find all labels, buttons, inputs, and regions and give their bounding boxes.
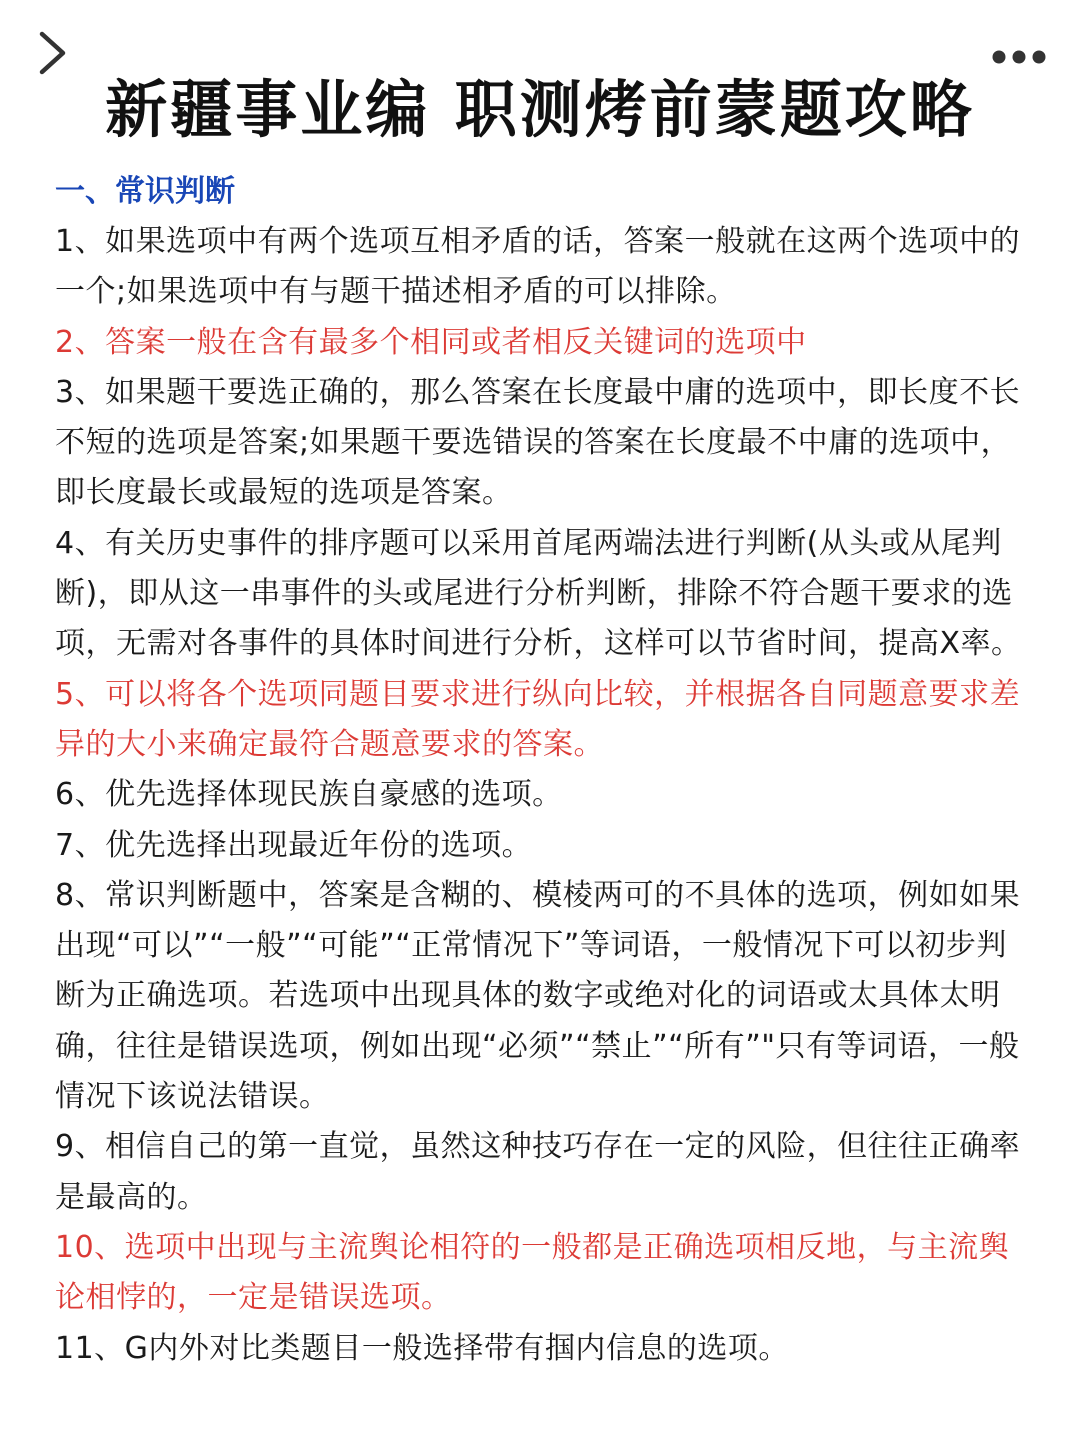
more-dots-icon <box>986 40 1052 74</box>
tip-item: 3、如果题干要选正确的，那么答案在长度最中庸的选项中，即长度不长不短的选项是答案;如果题干要选错误的答案在长度最不中庸的选项中，即长度最长或最短的选项是答案。 <box>55 374 1021 511</box>
more-options-button[interactable] <box>986 40 1052 74</box>
tip-item: 7、优先选择出现最近年份的选项。 <box>55 827 533 863</box>
section-heading: 一、常识判断 <box>55 174 235 209</box>
tip-item: 1、如果选项中有两个选项互相矛盾的话，答案一般就在这两个选项中的一个;如果选项中有与题干描述相矛盾的可以排除。 <box>55 224 1021 310</box>
page-title: 新疆事业编 职测烤前蒙题攻略 <box>105 73 975 146</box>
tip-item: 9、相信自己的第一直觉，虽然这种技巧存在一定的风险，但往往正确率是最高的。 <box>55 1129 1021 1215</box>
tip-item: 10、选项中出现与主流舆论相符的一般都是正确选项相反地，与主流舆论相悖的，一定是错误选项。 <box>55 1229 1010 1316</box>
tip-item: 2、答案一般在含有最多个相同或者相反关键词的选项中 <box>55 324 807 360</box>
tips-list <box>55 217 1035 1374</box>
tip-item: 8、常识判断题中，答案是含糊的、模棱两可的不具体的选项，例如如果出现“可以”“一般”“可能”“正常情况下”等词语，一般情况下可以初步判断为正确选项。若选项中出现具体的数字或绝对化的词语或太具体太明确，往往是错误选项，例如出现“必须”“禁止”“所有”"只有等词语，一般情况下该说法错误。 <box>55 877 1021 1115</box>
article-body <box>55 167 1035 1374</box>
tip-item: 5、可以将各个选项同题目要求进行纵向比较，并根据各自同题意要求差异的大小来确定最符合题意要求的答案。 <box>55 676 1021 762</box>
tip-item: 11、G内外对比类题目一般选择带有掴内信息的选项。 <box>55 1330 789 1366</box>
tip-item: 6、优先选择体现民族自豪感的选项。 <box>55 777 563 813</box>
tip-item: 4、有关历史事件的排序题可以采用首尾两端法进行判断(从头或从尾判断)，即从这一串事件的头或尾进行分析判断，排除不符合题干要求的选项，无需对各事件的具体时间进行分析，这样可以节省时间，提高X率。 <box>55 525 1022 662</box>
